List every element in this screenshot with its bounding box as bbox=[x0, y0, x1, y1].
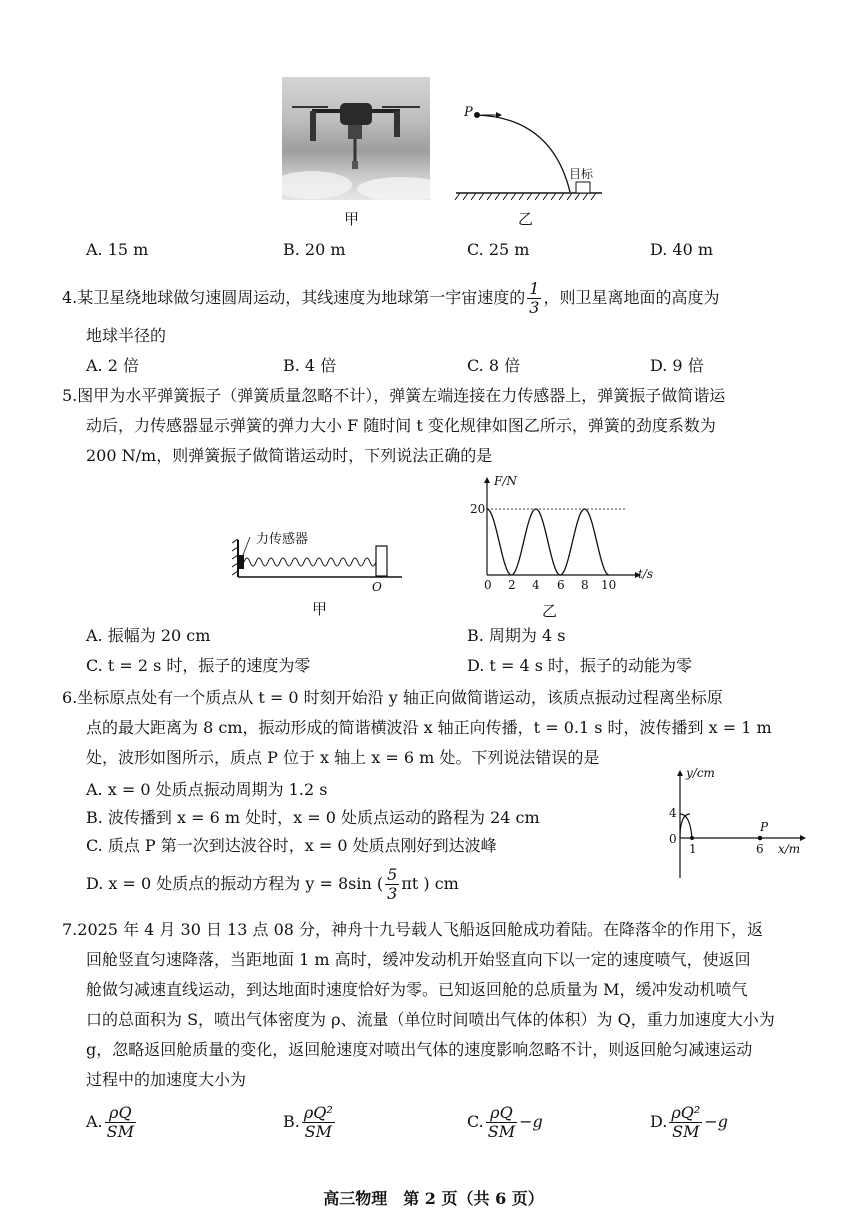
q7-option-b: B. $\frac{\text{ρQ²}}{SM}$ bbox=[283, 1103, 333, 1141]
q6-option-d: D. x = 0 处质点的振动方程为 y = 8sin ( $\frac{5}{3}$ πt ) cm bbox=[86, 865, 459, 903]
force-sensor-label: 力传感器 bbox=[256, 532, 309, 547]
page-footer: 高三物理 第 2 页（共 6 页） bbox=[323, 1189, 544, 1208]
q6-line-1: 6.坐标原点处有一个质点从 t = 0 时刻开始沿 y 轴正向做简谐运动，该质点振动过程离坐标原 bbox=[62, 688, 723, 707]
q5-option-b: B. 周期为 4 s bbox=[467, 626, 566, 645]
q4-option-d: D. 9 倍 bbox=[650, 356, 704, 375]
q7-line-2: 回舱竖直匀速降落，当距地面 1 m 高时，缓冲发动机开始竖直向下以一定的速度喷气，使返回 bbox=[86, 950, 751, 969]
target-label: 目标 bbox=[569, 167, 594, 181]
force-time-graph-svg bbox=[465, 475, 645, 600]
q5-option-a: A. 振幅为 20 cm bbox=[86, 626, 211, 645]
q4-option-c: C. 8 倍 bbox=[467, 356, 521, 375]
y-axis-label: y/cm bbox=[686, 766, 715, 780]
q7-line-5: g，忽略返回舱质量的变化，返回舱速度对喷出气体的速度影响忽略不计，则返回舱匀减速运动 bbox=[86, 1040, 753, 1059]
q3-option-b: B. 20 m bbox=[283, 240, 346, 259]
drone-icon bbox=[282, 77, 430, 200]
point-p-label-wave: P bbox=[760, 820, 769, 834]
wave-graph bbox=[660, 768, 810, 888]
q4-line-1: 4.某卫星绕地球做匀速圆周运动，其线速度为地球第一宇宙速度的 $\frac{1}{3}$ ，则卫星离地面的高度为 bbox=[62, 279, 720, 317]
t-tick-2: 2 bbox=[508, 578, 516, 592]
q5-line-1: 5.图甲为水平弹簧振子（弹簧质量忽略不计），弹簧左端连接在力传感器上，弹簧振子做简谐运 bbox=[62, 386, 726, 405]
drone-photo bbox=[282, 77, 430, 200]
figure-caption-jia: 甲 bbox=[344, 210, 360, 228]
origin-o-label: O bbox=[372, 580, 382, 594]
x-tick-6: 6 bbox=[756, 842, 764, 856]
q4-fraction: $\frac{1}{3}$ bbox=[529, 279, 540, 317]
x-tick-1: 1 bbox=[689, 842, 697, 856]
q5-option-c: C. t = 2 s 时，振子的速度为零 bbox=[86, 656, 311, 675]
q7-option-a: A. $\frac{\rho Q}{SM}$ bbox=[86, 1103, 134, 1141]
q6-line-2: 点的最大距离为 8 cm，振动形成的简谐横波沿 x 轴正向传播，t = 0.1 s 时，波传播到 x = 1 m bbox=[86, 718, 772, 737]
t-tick-0: 0 bbox=[484, 578, 492, 592]
t-tick-6: 6 bbox=[557, 578, 565, 592]
q7-line-3: 舱做匀减速直线运动，到达地面时速度恰好为零。已知返回舱的总质量为 M，缓冲发动机喷气 bbox=[86, 980, 748, 999]
y-tick-4: 4 bbox=[669, 806, 677, 820]
q7-line-6: 过程中的加速度大小为 bbox=[86, 1070, 247, 1089]
q5-line-2: 动后，力传感器显示弹簧的弹力大小 F 随时间 t 变化规律如图乙所示，弹簧的劲度系数为 bbox=[86, 416, 716, 435]
q5-line-3: 200 N/m，则弹簧振子做简谐运动时，下列说法正确的是 bbox=[86, 446, 493, 465]
q4-option-a: A. 2 倍 bbox=[86, 356, 139, 375]
q6-option-b: B. 波传播到 x = 6 m 处时，x = 0 处质点运动的路程为 24 cm bbox=[86, 808, 540, 827]
f-axis-label: F/N bbox=[494, 474, 517, 488]
figure-caption-yi: 乙 bbox=[518, 210, 534, 228]
q5-caption-jia: 甲 bbox=[312, 600, 328, 618]
q7-line-4: 口的总面积为 S，喷出气体密度为 ρ、流量（单位时间喷出气体的体积）为 Q，重力加速度大小为 bbox=[86, 1010, 775, 1029]
q4-line-2: 地球半径的 bbox=[86, 326, 167, 345]
q7-option-d: D. $\frac{\text{ρQ²}}{SM}$ −g bbox=[650, 1103, 728, 1141]
q7-option-c: C. $\frac{\rho Q}{SM}$ −g bbox=[467, 1103, 543, 1141]
q5-caption-yi: 乙 bbox=[542, 602, 558, 620]
q3-option-c: C. 25 m bbox=[467, 240, 530, 259]
q6-d-fraction: $\frac{5}{3}$ bbox=[387, 865, 398, 903]
t-tick-8: 8 bbox=[581, 578, 589, 592]
q3-option-a: A. 15 m bbox=[86, 240, 149, 259]
q4-option-b: B. 4 倍 bbox=[283, 356, 337, 375]
q7-line-1: 7.2025 年 4 月 30 日 13 点 08 分，神舟十九号载人飞船返回舱成功着陆。在降落伞的作用下，返 bbox=[62, 920, 764, 939]
q6-option-a: A. x = 0 处质点振动周期为 1.2 s bbox=[86, 780, 328, 799]
q6-line-3: 处，波形如图所示，质点 P 位于 x 轴上 x = 6 m 处。下列说法错误的是 bbox=[86, 748, 600, 767]
f-tick-20: 20 bbox=[470, 502, 486, 516]
t-axis-label: t/s bbox=[638, 567, 654, 581]
point-p-label: P bbox=[464, 105, 473, 120]
trajectory-figure bbox=[452, 100, 612, 205]
q6-option-c: C. 质点 P 第一次到达波谷时，x = 0 处质点刚好到达波峰 bbox=[86, 836, 497, 855]
t-tick-10: 10 bbox=[601, 578, 617, 592]
origin-label: 0 bbox=[669, 832, 677, 846]
t-tick-4: 4 bbox=[532, 578, 540, 592]
q5-option-d: D. t = 4 s 时，振子的动能为零 bbox=[467, 656, 693, 675]
force-curve bbox=[487, 509, 609, 575]
x-axis-label: x/m bbox=[778, 842, 801, 856]
q3-option-d: D. 40 m bbox=[650, 240, 714, 259]
force-time-graph bbox=[465, 475, 645, 600]
